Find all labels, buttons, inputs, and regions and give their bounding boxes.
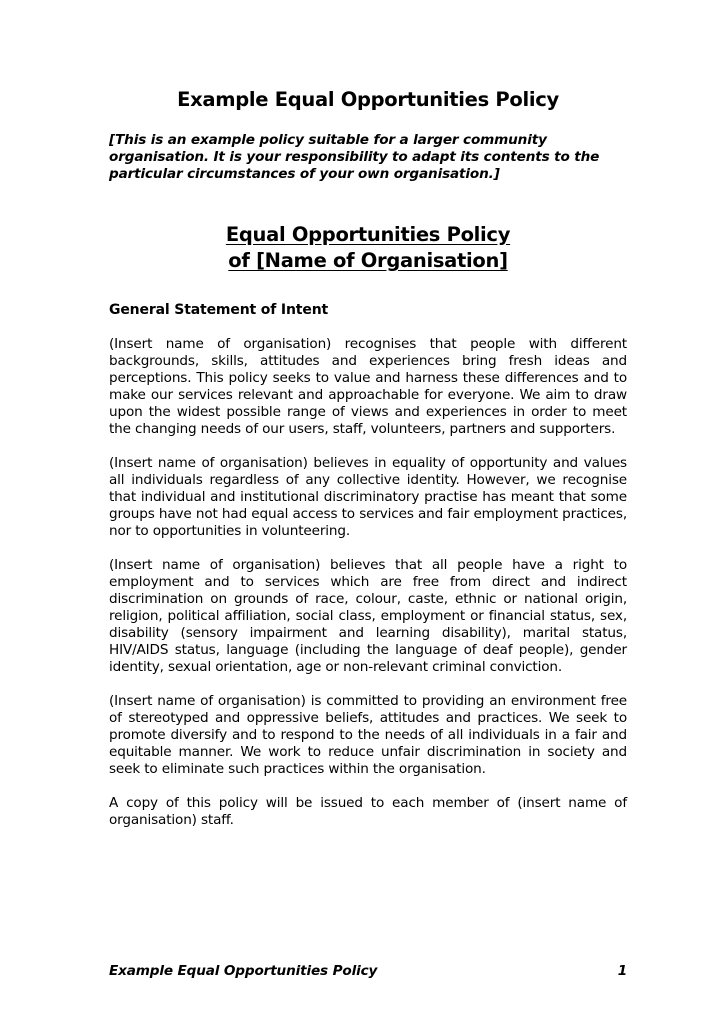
section-heading: General Statement of Intent [109, 302, 329, 318]
document-title: Example Equal Opportunities Policy [177, 88, 559, 111]
policy-heading-line-1: Equal Opportunities Policy [225, 223, 511, 246]
policy-heading-line-2: of [Name of Organisation] [228, 249, 508, 272]
document-page [109, 86, 627, 829]
paragraph: (Insert name of organisation) believes that all people have a right to employment and to services which are free from direct and indirect discrimination on grounds of race, colour, caste, ethnic or national origin, religion, political affiliation, social class, employment or financial status, sex, disability (sensory impairment and learning disability), marital status, HIV/AIDS status, language (including the language of deaf people), gender identity, sexual orientation, age or non-relevant criminal conviction. [109, 557, 627, 675]
paragraph: (Insert name of organisation) believes in equality of opportunity and values all individuals regardless of any collective identity. However, we recognise that individual and institutional discriminatory practise has meant that some groups have not had equal access to services and fair employment practices, nor to opportunities in volunteering. [109, 455, 627, 539]
paragraph: (Insert name of organisation) is committed to providing an environment free of stereotyped and oppressive beliefs, attitudes and practices. We seek to promote diversify and to respond to the needs of all individuals in a fair and equitable manner. We work to reduce unfair discrimination in society and seek to eliminate such practices within the organisation. [109, 693, 627, 777]
footer-title: Example Equal Opportunities Policy [109, 963, 378, 979]
policy-heading [109, 222, 627, 274]
page-number: 1 [617, 963, 627, 979]
intro-note: [This is an example policy suitable for a larger community organisation. It is your responsibility to adapt its contents to the particular circumstances of your own organisation.] [109, 132, 600, 182]
paragraph: A copy of this policy will be issued to each member of (insert name of organisation) staff. [109, 795, 627, 828]
page-footer [109, 961, 627, 981]
paragraph: (Insert name of organisation) recognises that people with different backgrounds, skills, attitudes and experiences bring fresh ideas and perceptions. This policy seeks to value and harness these differences and to make our services relevant and approachable for everyone. We aim to draw upon the widest possible range of views and experiences in order to meet the changing needs of our users, staff, volunteers, partners and supporters. [109, 336, 627, 437]
body-text [109, 336, 627, 829]
